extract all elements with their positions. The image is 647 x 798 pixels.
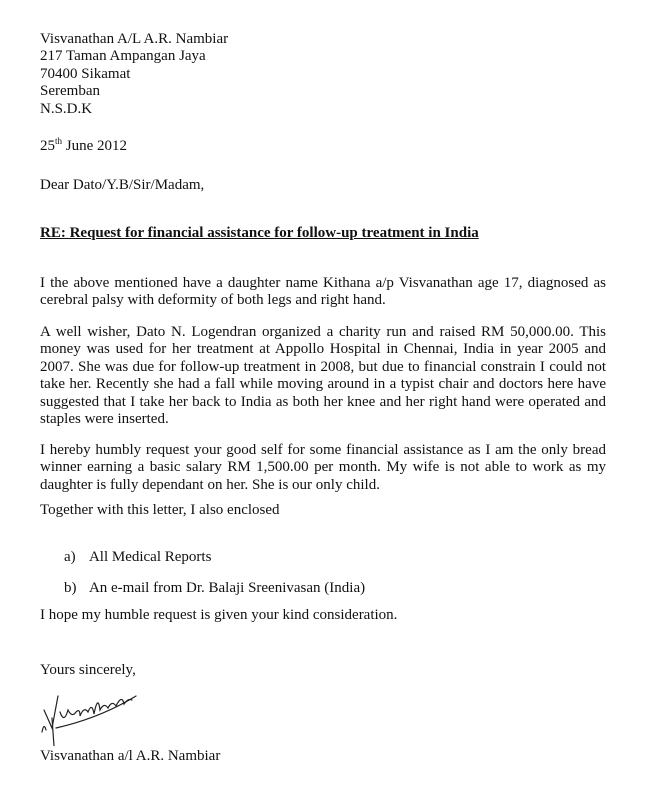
paragraph: Together with this letter, I also enclosed [40, 502, 280, 518]
date-suffix: th [55, 136, 63, 146]
address-line: 70400 Sikamat [40, 65, 131, 82]
address-line: 217 Taman Ampangan Jaya [40, 48, 206, 65]
closing: Yours sincerely, [40, 662, 136, 678]
sender-address [40, 31, 606, 118]
enclosure-item [64, 549, 211, 566]
paragraph: I hereby humbly request your good self for some financial assistance as I am the only bread winner earning a basic salary RM 1,500.00 per month. My wife is not able to work as my daughter is fully dependant on her. She is our only child. [40, 442, 606, 493]
address-line: Visvanathan A/L A.R. Nambiar [40, 31, 229, 47]
date-day: 25 [40, 138, 55, 154]
signature [40, 688, 140, 746]
paragraph: I the above mentioned have a daughter name Kithana a/p Visvanathan age 17, diagnosed as cerebral palsy with deformity of both legs and right hand. [40, 275, 606, 309]
enclosure-label: b) [64, 580, 77, 596]
address-line: Seremban [40, 83, 100, 100]
closing-request: I hope my humble request is given your kind consideration. [40, 607, 398, 623]
enclosure-text: An e-mail from Dr. Balaji Sreenivasan (India) [88, 580, 366, 596]
subject-line: RE: Request for financial assistance for follow-up treatment in India [40, 225, 479, 241]
enclosure-label: a) [64, 549, 76, 565]
enclosure-text: All Medical Reports [88, 549, 212, 565]
address-line: N.S.D.K [40, 100, 93, 117]
letter-date [40, 138, 606, 155]
enclosure-item [64, 580, 365, 597]
salutation: Dear Dato/Y.B/Sir/Madam, [40, 177, 205, 193]
signatory-name: Visvanathan a/l A.R. Nambiar [40, 748, 221, 764]
date-rest: June 2012 [65, 138, 128, 154]
paragraph: A well wisher, Dato N. Logendran organized a charity run and raised RM 50,000.00. This money was used for her treatment at Appollo Hospital in Chennai, India in year 2005 and 2007. She was due for follow-up treatment in 2008, but due to financial constrain I could not take her. Recently she had a fall while moving around in a typist chair and doctors here have suggested that I take her back to India as both her knee and her right hand were operated and staples were inserted. [40, 324, 606, 428]
